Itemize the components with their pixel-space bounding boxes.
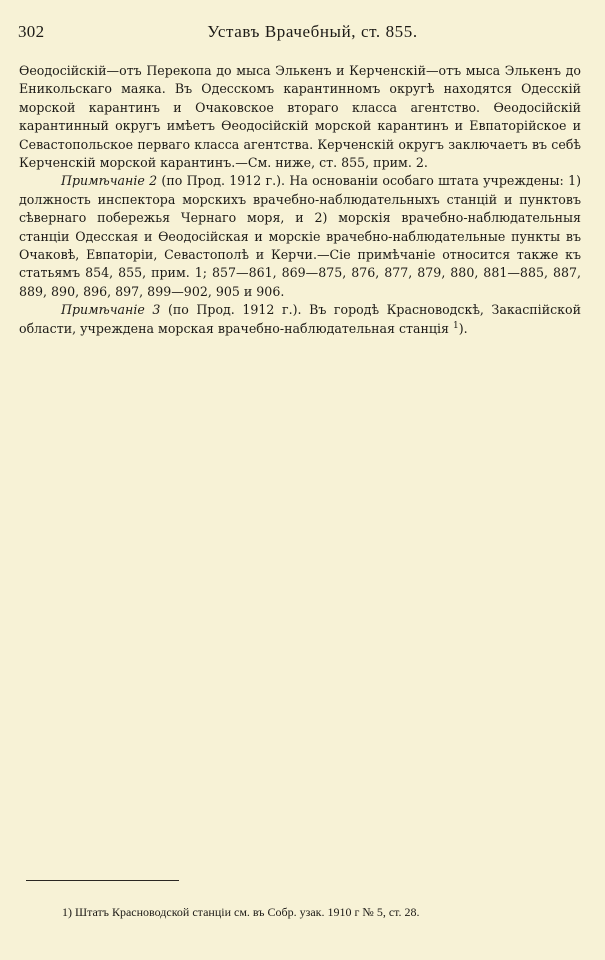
note-2 [19, 172, 581, 301]
footnote-divider [26, 880, 179, 881]
body-text [19, 62, 581, 338]
note-2-text: (по Прод. 1912 г.). На основаніи особаго штата учреждены: 1) должность инспектора морскихъ врачебно-наблюдательныхъ станцій и пунктовъ сѣвернаго побережья Чернаго моря, и 2) морскія врачебно-наблюдательныя станціи Одесская и Ѳеодосійская и морскіе врачебно-наблюдательные пункты въ Очаковѣ, Евпаторіи, Севастополѣ и Керчи.—Сіе примѣчаніе относится также къ статьямъ 854, 855, прим. 1; 857—861, 869—875, 876, 877, 879, 880, 881—885, 887, 889, 890, 896, 897, 899—902, 905 и 906. [19, 173, 582, 299]
note-3-text: (по Прод. 1912 г.). Въ городѣ Красноводскѣ, Закаспійской области, учреждена морская врачебно-наблюдательная станція [19, 302, 581, 336]
paragraph-continuation: Ѳеодосійскій—отъ Перекопа до мыса Элькенъ и Керченскій—отъ мыса Элькенъ до Еникольскаго маяка. Въ Одесскомъ карантинномъ округѣ находятся Одесскій морской карантинъ и Очаковское втораго класса агентство. Ѳеодосійскій карантинный округъ имѣетъ Ѳеодосійскій морской карантинъ и Евпаторійское и Севастопольское перваго класса агентства. Керченскій округъ заключаетъ въ себѣ Керченскій морской карантинъ.—См. ниже, ст. 855, прим. 2. [19, 63, 581, 171]
note-3-end: ). [458, 320, 468, 336]
running-title: Уставъ Врачебный, ст. 855. [207, 22, 418, 41]
footnote-ref: 1 [452, 320, 459, 331]
note-3-label: Примѣчаніе 3 [61, 302, 161, 318]
note-2-label: Примѣчаніе 2 [61, 173, 158, 189]
note-3 [19, 301, 581, 338]
page-number: 302 [18, 22, 45, 41]
footnote: 1) Штатъ Красноводской станціи см. въ Собр. узак. 1910 г № 5, ст. 28. [62, 905, 420, 919]
page-header [18, 22, 577, 44]
